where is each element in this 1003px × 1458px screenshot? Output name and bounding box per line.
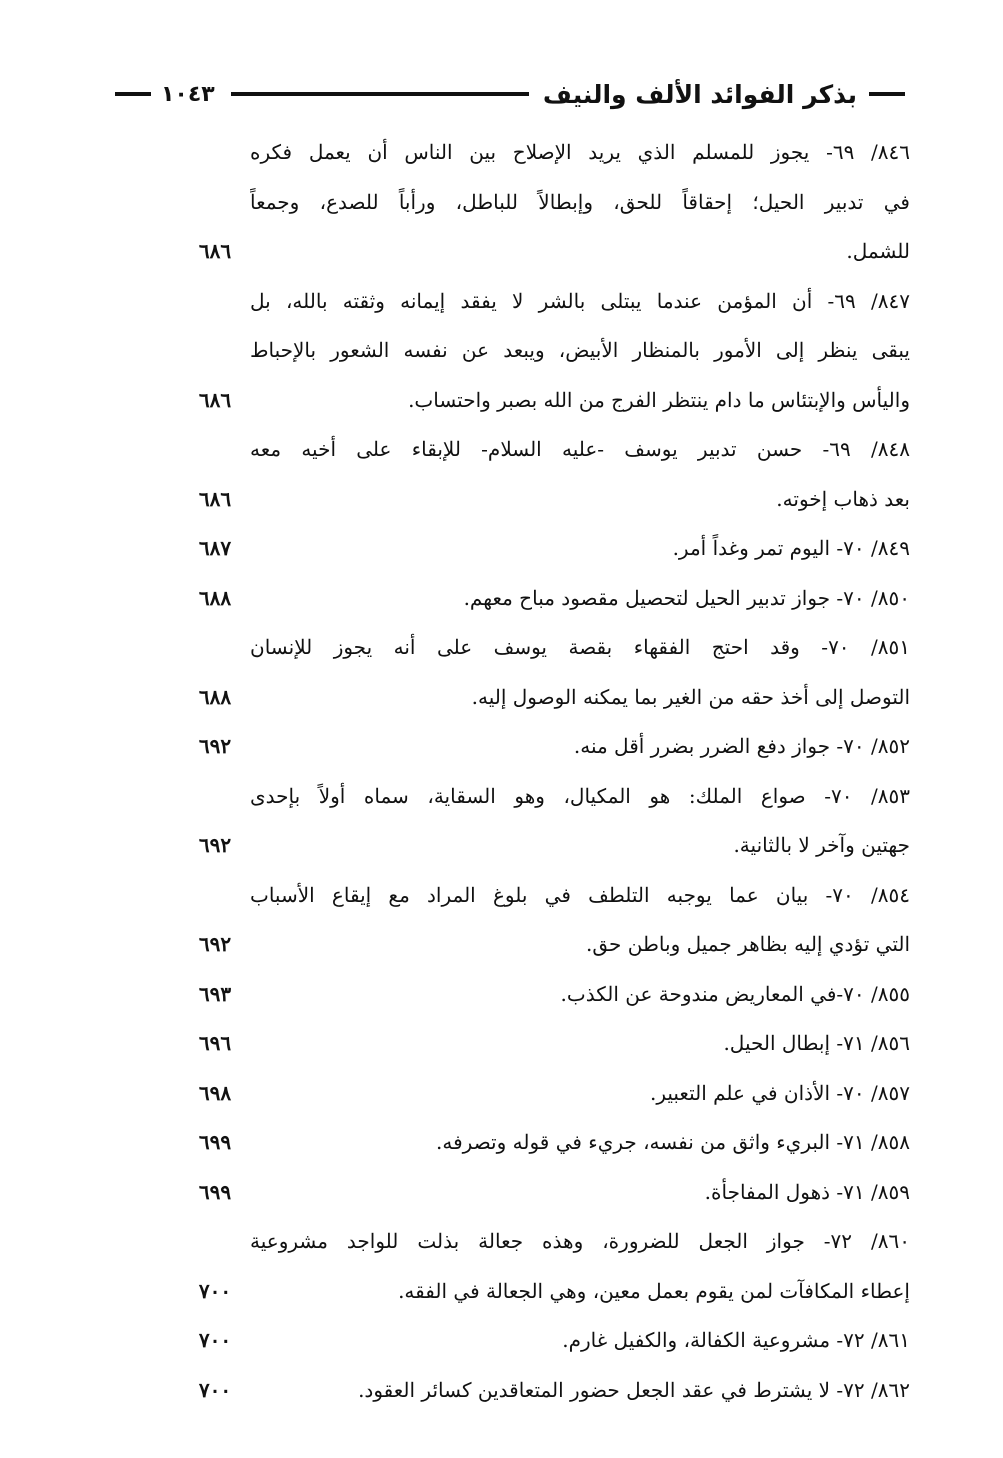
entry-page-number: ٦٩٢ bbox=[198, 932, 232, 956]
index-line bbox=[180, 425, 910, 475]
entry-continuation: للشمل. bbox=[846, 239, 910, 263]
entry-page-number: ٦٩٣ bbox=[198, 981, 232, 1006]
index-line bbox=[180, 871, 910, 921]
entry-text: ٨٥٠/ ٧٠- جواز تدبير الحيل لتحصيل مقصود مباح معهم. bbox=[463, 585, 910, 610]
index-line bbox=[180, 1217, 910, 1267]
entry-text: ٨٤٨/ ٦٩- حسن تدبير يوسف -عليه السلام- للإبقاء على أخيه معه bbox=[250, 437, 910, 461]
index-line bbox=[180, 277, 910, 327]
entry-page-number: ٦٩٨ bbox=[198, 1080, 232, 1105]
entry-page-number: ٦٩٩ bbox=[198, 1179, 232, 1204]
entry-page-number: ٧٠٠ bbox=[198, 1377, 232, 1402]
entry-page-number: ٦٨٨ bbox=[198, 684, 232, 709]
entry-continuation: جهتين وآخر لا بالثانية. bbox=[733, 833, 910, 857]
entry-continuation: واليأس والإبتئاس ما دام ينتظر الفرج من الله بصبر واحتساب. bbox=[408, 387, 910, 412]
entry-continuation: يبقى ينظر إلى الأمور بالمنظار الأبيض، ويبعد عن نفسه الشعور بالإحباط bbox=[250, 338, 910, 362]
index-line bbox=[180, 227, 910, 277]
entry-page-number: ٦٩٢ bbox=[198, 734, 232, 758]
entry-page-number: ٦٨٧ bbox=[198, 536, 232, 560]
header-dash-right bbox=[869, 92, 905, 96]
entry-continuation: التوصل إلى أخذ حقه من الغير بما يمكنه الوصول إليه. bbox=[471, 684, 910, 709]
entry-continuation: في تدبير الحيل؛ إحقاقاً للحق، وإبطالاً للباطل، ورأباً للصدع، وجمعاً bbox=[250, 189, 910, 214]
header-rule bbox=[231, 92, 529, 96]
index-line bbox=[180, 970, 910, 1020]
index-line bbox=[180, 1019, 910, 1069]
index-line bbox=[180, 673, 910, 723]
entry-page-number: ٦٨٦ bbox=[198, 387, 232, 412]
entry-text: ٨٦٠/ ٧٢- جواز الجعل للضرورة، وهذه جعالة بذلت للواجد مشروعية bbox=[250, 1229, 910, 1253]
entry-page-number: ٦٩٩ bbox=[198, 1130, 232, 1154]
header-dash-left bbox=[115, 92, 151, 96]
entry-continuation: التي تؤدي إليه بظاهر جميل وباطن حق. bbox=[586, 932, 910, 956]
index-line bbox=[180, 772, 910, 822]
index-line bbox=[180, 1366, 910, 1416]
entry-page-number: ٦٩٦ bbox=[198, 1031, 232, 1055]
entry-text: ٨٥١/ ٧٠- وقد احتج الفقهاء بقصة يوسف على أنه يجوز للإنسان bbox=[250, 635, 910, 659]
entry-text: ٨٥٥/ ٧٠-في المعاريض مندوحة عن الكذب. bbox=[560, 981, 910, 1006]
index-line bbox=[180, 722, 910, 772]
index-line bbox=[180, 1267, 910, 1317]
entry-text: ٨٥٧/ ٧٠- الأذان في علم التعبير. bbox=[649, 1080, 910, 1105]
index-line bbox=[180, 178, 910, 228]
entry-page-number: ٦٨٦ bbox=[198, 239, 232, 263]
entry-text: ٨٤٧/ ٦٩- أن المؤمن عندما يبتلى بالشر لا يفقد إيمانه وثقته بالله، بل bbox=[250, 288, 910, 313]
entry-continuation: إعطاء المكافآت لمن يقوم بعمل معين، وهي الجعالة في الفقه. bbox=[398, 1278, 910, 1303]
index-line bbox=[180, 524, 910, 574]
running-header bbox=[115, 72, 905, 116]
index-entries bbox=[180, 128, 910, 1415]
entry-page-number: ٧٠٠ bbox=[198, 1278, 232, 1303]
index-line bbox=[180, 376, 910, 426]
index-line bbox=[180, 1168, 910, 1218]
entry-text: ٨٤٦/ ٦٩- يجوز للمسلم الذي يريد الإصلاح بين الناس أن يعمل فكره bbox=[250, 140, 910, 164]
entry-page-number: ٧٠٠ bbox=[198, 1328, 232, 1352]
index-line bbox=[180, 821, 910, 871]
index-line bbox=[180, 920, 910, 970]
entry-page-number: ٦٨٨ bbox=[198, 585, 232, 610]
index-line bbox=[180, 128, 910, 178]
entry-text: ٨٦٢/ ٧٢- لا يشترط في عقد الجعل حضور المتعاقدين كسائر العقود. bbox=[358, 1377, 910, 1402]
entry-page-number: ٦٩٢ bbox=[198, 833, 232, 857]
index-line bbox=[180, 326, 910, 376]
entry-continuation: بعد ذهاب إخوته. bbox=[776, 486, 910, 511]
index-line bbox=[180, 623, 910, 673]
entry-text: ٨٤٩/ ٧٠- اليوم تمر وغداً أمر. bbox=[672, 536, 910, 560]
entry-text: ٨٥٦/ ٧١- إبطال الحيل. bbox=[723, 1031, 910, 1055]
entry-page-number: ٦٨٦ bbox=[198, 486, 232, 511]
entry-text: ٨٥٩/ ٧١- ذهول المفاجأة. bbox=[704, 1179, 910, 1204]
entry-text: ٨٥٣/ ٧٠- صواع الملك: هو المكيال، وهو السقاية، سماه أولاً بإحدى bbox=[250, 783, 910, 808]
index-line bbox=[180, 475, 910, 525]
header-title: بذكر الفوائد الألف والنيف bbox=[542, 79, 857, 109]
entry-text: ٨٥٨/ ٧١- البريء واثق من نفسه، جريء في قوله وتصرفه. bbox=[436, 1130, 910, 1154]
index-line bbox=[180, 574, 910, 624]
entry-text: ٨٥٤/ ٧٠- بيان عما يوجبه التلطف في بلوغ المراد مع إيقاع الأسباب bbox=[250, 882, 910, 907]
index-line bbox=[180, 1316, 910, 1366]
index-line bbox=[180, 1118, 910, 1168]
entry-text: ٨٦١/ ٧٢- مشروعية الكفالة، والكفيل غارم. bbox=[562, 1328, 910, 1352]
header-page-number: ١٠٤٣ bbox=[161, 81, 215, 107]
index-line bbox=[180, 1069, 910, 1119]
entry-text: ٨٥٢/ ٧٠- جواز دفع الضرر بضرر أقل منه. bbox=[573, 734, 910, 758]
